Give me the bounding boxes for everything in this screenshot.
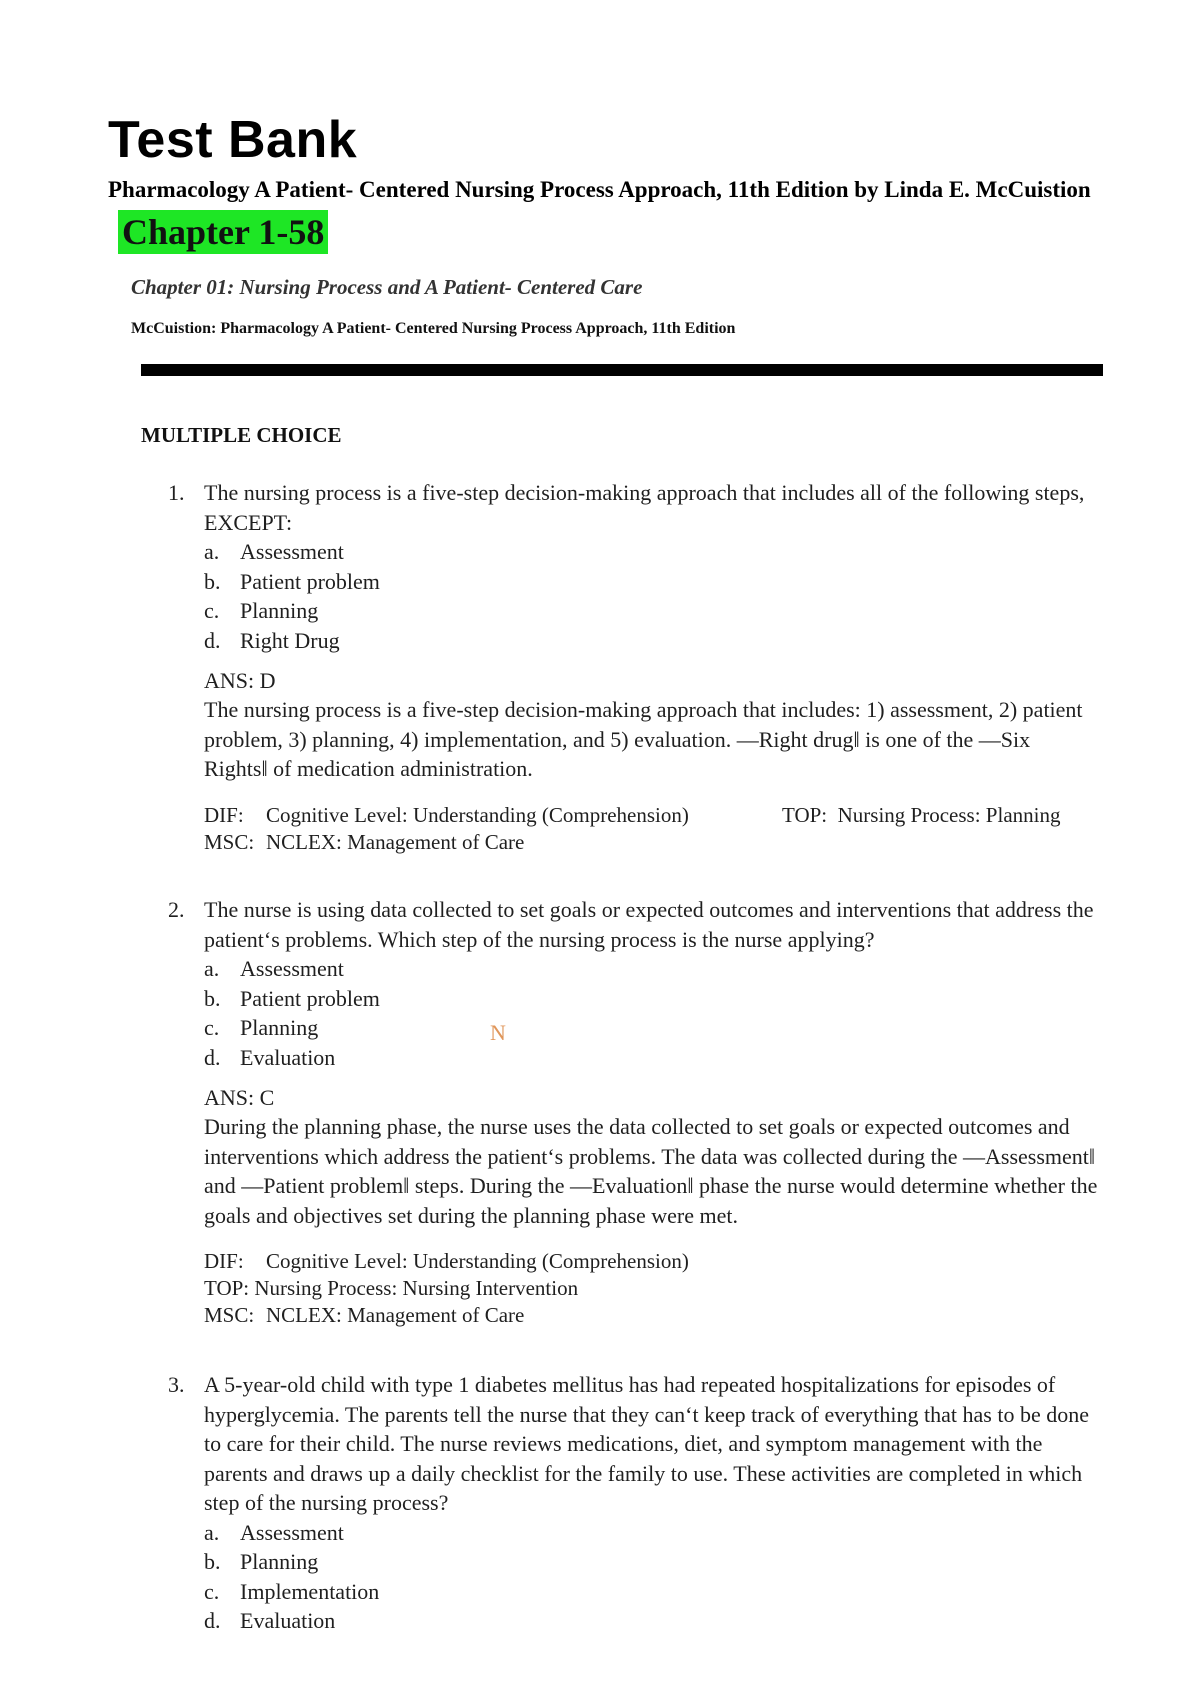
chapter-heading: Chapter 01: Nursing Process and A Patient- Centered Care <box>131 275 643 299</box>
book-title-subtitle: Pharmacology A Patient- Centered Nursing Process Approach, 11th Edition by Linda E. McCuistion <box>108 177 1091 202</box>
option-letter: c. <box>204 1015 220 1040</box>
option-b <box>204 567 1098 597</box>
option-d <box>204 1606 1098 1636</box>
rationale: During the planning phase, the nurse uses the data collected to set goals or expected outcomes and interventions which address the patient‘s problems. The data was collected during the —Assessment‖ and —Patient problem‖ steps. During the —Evaluation‖ phase the nurse would determine whether the goals and objectives set during the planning phase were met. <box>204 1114 1098 1228</box>
watermark-letter: N <box>490 1020 506 1045</box>
question-metadata <box>168 1248 1098 1329</box>
question-number: 2. <box>168 897 185 922</box>
option-text: Assessment <box>240 1519 344 1545</box>
option-letter: d. <box>204 627 221 653</box>
book-reference: McCuistion: Pharmacology A Patient- Centered Nursing Process Approach, 11th Edition <box>131 320 736 337</box>
meta-dif-key: DIF: <box>204 1249 244 1273</box>
option-letter: b. <box>204 568 221 594</box>
option-text: Planning <box>240 1015 319 1040</box>
question-stem <box>168 478 1098 537</box>
option-letter: d. <box>204 1608 221 1633</box>
chapter-range-badge: Chapter 1-58 <box>118 210 328 254</box>
option-list <box>168 537 1098 655</box>
option-letter: c. <box>204 1578 220 1604</box>
answer-key: ANS: D <box>204 668 276 693</box>
rationale: The nursing process is a five-step decision-making approach that includes: 1) assessment, 2) patient problem, 3) planning, 4) implementation, and 5) evaluation. —Right drug‖ is one of the —Six Rights‖ of medication administration. <box>204 697 1083 781</box>
option-c <box>204 1013 1098 1043</box>
option-c <box>204 1577 1098 1607</box>
option-a <box>204 1518 1098 1548</box>
meta-msc-key: MSC: <box>204 1303 255 1327</box>
answer-key: ANS: C <box>204 1085 275 1110</box>
option-text: Evaluation <box>240 1044 336 1070</box>
question-metadata <box>168 802 1098 856</box>
answer-block <box>168 1084 1098 1230</box>
option-text: Patient problem <box>240 985 380 1011</box>
question-stem <box>168 1370 1098 1518</box>
option-letter: a. <box>204 1519 220 1545</box>
document-title: Test Bank <box>108 111 358 169</box>
option-d <box>204 1043 1098 1073</box>
meta-dif-value: Cognitive Level: Understanding (Comprehension) <box>266 1249 689 1273</box>
option-a <box>204 954 1098 984</box>
meta-msc-value: NCLEX: Management of Care <box>266 1303 525 1327</box>
option-b <box>204 1547 1098 1577</box>
option-list <box>168 1518 1098 1636</box>
option-c <box>204 596 1098 626</box>
meta-top-value: Nursing Process: Nursing Intervention <box>254 1276 579 1300</box>
option-letter: b. <box>204 1549 221 1574</box>
option-a <box>204 537 1098 567</box>
question-text: The nursing process is a five-step decision-making approach that includes all of the following steps, EXCEPT: <box>204 480 1085 535</box>
section-title: MULTIPLE CHOICE <box>141 423 342 447</box>
question-stem <box>168 895 1098 954</box>
option-text: Implementation <box>240 1578 380 1604</box>
option-letter: c. <box>204 598 220 623</box>
option-text: Planning <box>240 1549 319 1574</box>
option-d <box>204 626 1098 656</box>
answer-block <box>168 667 1098 784</box>
question-number: 3. <box>168 1372 185 1397</box>
meta-msc-key: MSC: <box>204 829 255 854</box>
meta-msc-value: NCLEX: Management of Care <box>266 829 525 854</box>
option-text: Evaluation <box>240 1608 336 1633</box>
option-text: Planning <box>240 598 319 623</box>
meta-msc-row <box>204 829 1098 856</box>
option-text: Patient problem <box>240 568 380 594</box>
option-text: Right Drug <box>240 627 340 653</box>
option-letter: a. <box>204 539 220 564</box>
meta-msc-row <box>204 1302 1098 1329</box>
meta-top-row <box>204 1275 1098 1302</box>
meta-dif-row <box>204 802 1098 829</box>
meta-top-value: Nursing Process: Planning <box>837 802 1061 827</box>
question-3 <box>168 1370 1098 1636</box>
horizontal-rule <box>141 364 1103 376</box>
option-text: Assessment <box>240 956 344 981</box>
question-text: A 5-year-old child with type 1 diabetes mellitus has had repeated hospitalizations for episodes of hyperglycemia. The parents tell the nurse that they can‘t keep track of everything that has to be done to care for their child. The nurse reviews medications, diet, and symptom management with the parents and draws up a daily checklist for the family to use. These activities are completed in which step of the nursing process? <box>204 1372 1089 1515</box>
option-letter: a. <box>204 956 220 981</box>
question-1 <box>168 478 1098 856</box>
question-text: The nurse is using data collected to set goals or expected outcomes and interventions that address the patient‘s problems. Which step of the nursing process is the nurse applying? <box>204 897 1094 952</box>
meta-dif-value: Cognitive Level: Understanding (Comprehension) <box>266 802 689 827</box>
meta-top-key: TOP: <box>204 1276 250 1300</box>
meta-top <box>782 802 1060 829</box>
meta-top-key: TOP: <box>782 802 828 827</box>
question-number: 1. <box>168 480 185 505</box>
option-letter: d. <box>204 1044 221 1070</box>
option-text: Assessment <box>240 539 344 564</box>
meta-dif-key: DIF: <box>204 802 244 827</box>
question-2 <box>168 895 1098 1329</box>
option-b <box>204 984 1098 1014</box>
option-letter: b. <box>204 985 221 1011</box>
option-list <box>168 954 1098 1072</box>
meta-dif-row <box>204 1248 1098 1275</box>
